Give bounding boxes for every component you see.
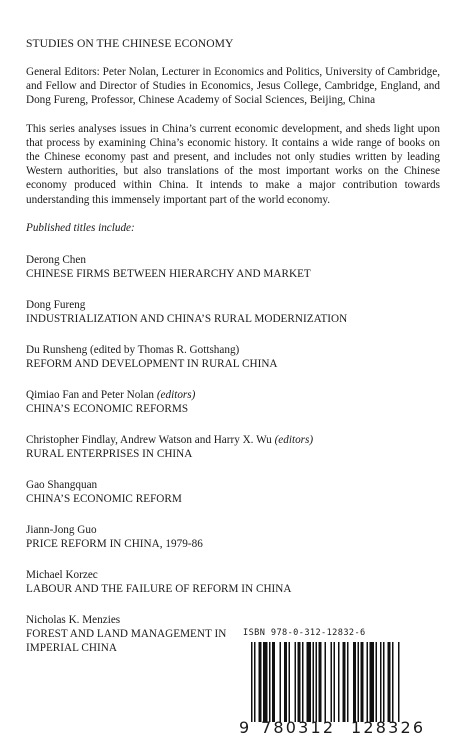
barcode-bar <box>295 642 297 722</box>
barcode-bar <box>302 642 304 722</box>
barcode-bar <box>398 642 400 722</box>
barcode-bar <box>319 642 322 722</box>
entry-title: CHINA’S ECONOMIC REFORMS <box>26 402 189 415</box>
entry-title: CHINA’S ECONOMIC REFORM <box>26 492 182 505</box>
entry-author: Michael Korzec <box>26 568 98 581</box>
barcode-bar <box>347 642 349 722</box>
barcode-bar <box>289 642 291 722</box>
barcode-bar <box>380 642 382 722</box>
barcode-bar <box>298 642 301 722</box>
list-item <box>26 478 440 506</box>
description-paragraph: This series analyses issues in China’s current economic development, and sheds light upon that process by examining China’s economic history. It contains a wide range of books on the Chinese economy past and present, and includes not only studies written by leading Western authorities, but also translations of the most important works on the Chinese economy produced within China. It intends to make a major contribution towards understanding this immensely important part of the world economy. <box>26 122 440 206</box>
entry-editors-note: (editors) <box>274 433 314 446</box>
entry-author: Qimiao Fan and Peter Nolan (editors) <box>26 388 196 401</box>
barcode-bar <box>388 642 391 722</box>
entry-title: CHINESE FIRMS BETWEEN HIERARCHY AND MARKET <box>26 267 311 280</box>
editors-paragraph: General Editors: Peter Nolan, Lecturer in Economics and Politics, University of Cambridge, and Fellow and Director of Studies in Economics, Jesus College, Cambridge, England, and Dong Fureng, Professor, Chinese Academy of Social Sciences, Beijing, China <box>26 66 440 107</box>
isbn-label: ISBN 978-0-312-12832-6 <box>243 628 366 638</box>
barcode-bar <box>353 642 356 722</box>
entry-title: RURAL ENTERPRISES IN CHINA <box>26 447 193 460</box>
barcode-bar <box>358 642 360 722</box>
entry-author: Du Runsheng (edited by Thomas R. Gottshang) <box>26 343 240 356</box>
barcode-digits-left: 780312 <box>261 718 336 737</box>
barcode-digits-right: 128326 <box>351 718 426 737</box>
barcode-bar <box>280 642 282 722</box>
barcode-digit-first: 9 <box>239 718 250 737</box>
entry-editors-note: (editors) <box>156 388 196 401</box>
barcode-bars <box>251 642 443 722</box>
barcode-bar <box>343 642 346 722</box>
barcode-bar <box>313 642 315 722</box>
barcode-bar <box>259 642 262 722</box>
entry-title: LABOUR AND THE FAILURE OF REFORM IN CHINA <box>26 582 292 595</box>
list-item <box>26 298 440 326</box>
barcode-bar <box>316 642 318 722</box>
list-item <box>26 388 440 416</box>
entry-author: Gao Shangquan <box>26 478 98 491</box>
list-item <box>26 343 440 371</box>
barcode-bar <box>361 642 364 722</box>
barcode-bar <box>376 642 378 722</box>
series-title: STUDIES ON THE CHINESE ECONOMY <box>26 37 234 50</box>
barcode-bar <box>284 642 287 722</box>
entry-title: REFORM AND DEVELOPMENT IN RURAL CHINA <box>26 357 278 370</box>
barcode-bar <box>392 642 394 722</box>
isbn-barcode <box>239 628 451 740</box>
entry-author: Derong Chen <box>26 253 86 266</box>
barcode-bar <box>263 642 268 722</box>
entry-author: Dong Fureng <box>26 298 86 311</box>
entry-title: PRICE REFORM IN CHINA, 1979-86 <box>26 537 203 550</box>
entry-author: Christopher Findlay, Andrew Watson and Harry X. Wu (editors) <box>26 433 314 446</box>
entry-author: Jiann-Jong Guo <box>26 523 97 536</box>
barcode-bar <box>331 642 333 722</box>
barcode-bar <box>254 642 256 722</box>
barcode-bar <box>338 642 340 722</box>
list-item <box>26 613 236 655</box>
book-page <box>26 36 440 672</box>
list-item <box>26 523 440 551</box>
barcode-bar <box>269 642 271 722</box>
list-item <box>26 568 440 596</box>
barcode-bar <box>251 642 253 722</box>
published-titles-list <box>26 253 440 655</box>
entry-author: Nicholas K. Menzies <box>26 613 121 626</box>
barcode-bar <box>370 642 375 722</box>
entry-title: FOREST AND LAND MANAGEMENT IN IMPERIAL CHINA <box>26 627 227 654</box>
entry-title: INDUSTRIALIZATION AND CHINA’S RURAL MODERNIZATION <box>26 312 348 325</box>
barcode-bar <box>334 642 336 722</box>
barcode-bar <box>325 642 327 722</box>
barcode-bar <box>367 642 369 722</box>
barcode-bar <box>383 642 385 722</box>
list-item <box>26 433 440 461</box>
published-heading: Published titles include: <box>26 221 135 234</box>
list-item <box>26 253 440 281</box>
barcode-bar <box>272 642 275 722</box>
barcode-bar <box>307 642 312 722</box>
